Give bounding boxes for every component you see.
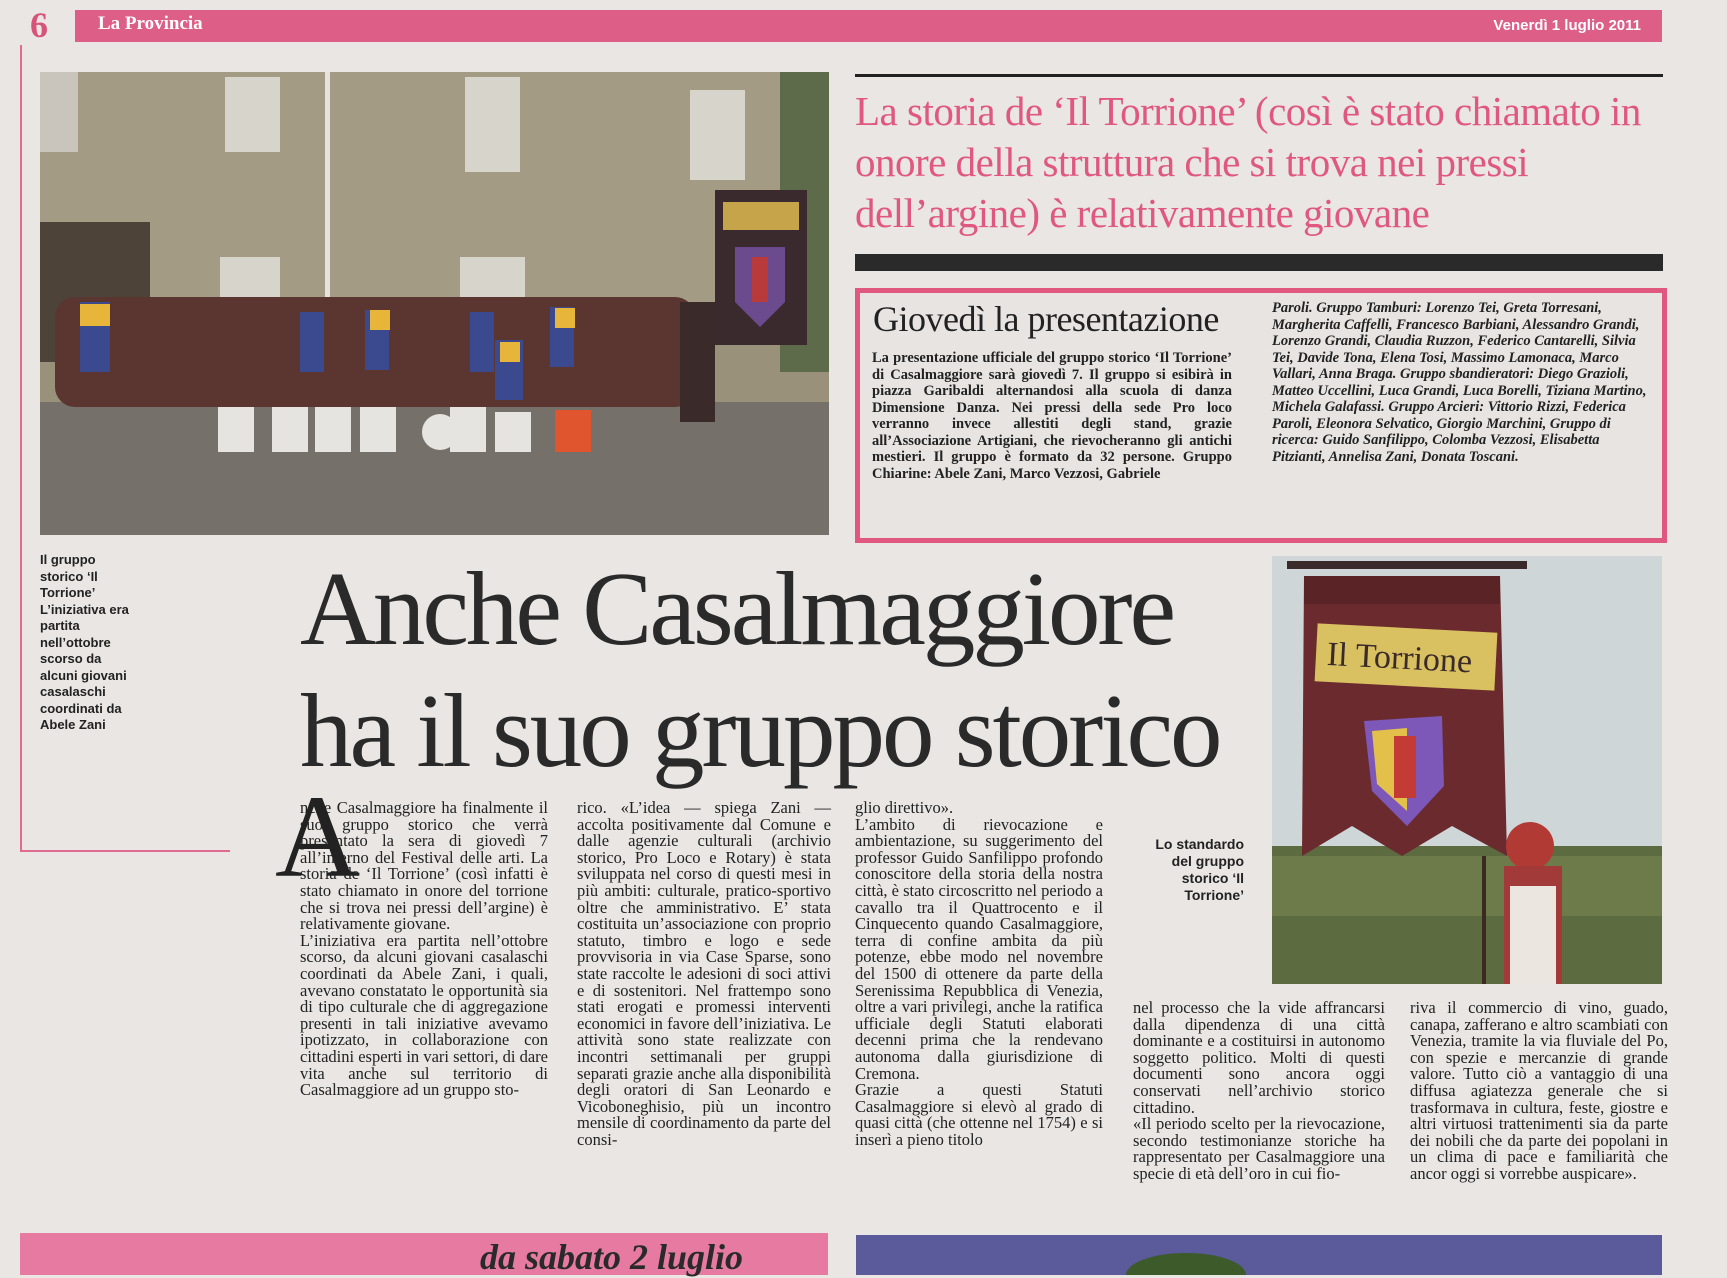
- header-bar: [75, 10, 1662, 42]
- page-number: 6: [30, 5, 48, 45]
- article-column-1: nche Casalmaggiore ha finalmente il suo gruppo storico che verrà presentato la sera di giovedì 7 all’interno del Festival delle arti. La storia de ‘Il Torrione’ (così infatti è stato chiamato in onore del torrione che si trova nei pressi dell’argine) è relativamente giovane. L’iniziativa era partita nell’ottobre scorso, da alcuni giovani casalaschi coordinati da Abele Zani, i quali, avevano constatato le opportunità sia di tipo culturale che di aggregazione presenti in tali iniziative avevamo ipotizzato, in collaborazione con cittadini esperti in vari settori, di dare vita anche sul territorio di Casalmaggiore ad un gruppo sto-: [300, 798, 548, 1100]
- headline-line2: ha il suo gruppo storico: [300, 672, 1220, 789]
- deck-subheadline: La storia de ‘Il Torrione’ (così è stato chiamato in onore della struttura che si trova nei pressi dell’argine) è relativamente giovane: [855, 88, 1641, 236]
- newspaper-name: La Provincia: [98, 13, 203, 34]
- headline-line1: Anche Casalmaggiore: [300, 550, 1174, 667]
- left-border-rule-bottom: [20, 850, 230, 852]
- deck-rule-top: [855, 74, 1663, 77]
- photo-caption-banner: Lo standardo del gruppo storico ‘Il Torrione’: [1155, 836, 1244, 903]
- article-column-5: riva il commercio di vino, guado, canapa, zafferano e altro scambiati con Venezia, tramite la via fluviale del Po, con spezie e mercanzie di grande valore. Tutto ciò a vantaggio di una diffusa agiatezza generale che si trasformava in cultura, feste, giostre e altri virtuosi trattenimenti sia da parte dei nobili che da parte dei popolani in un clima di pace e familiarità che ancor oggi si vorrebbe auspicare».: [1410, 998, 1668, 1183]
- banner-photo: [1272, 556, 1662, 984]
- footer-promo-text: da sabato 2 luglio: [480, 1237, 744, 1277]
- issue-date: Venerdì 1 luglio 2011: [1493, 17, 1641, 34]
- drop-cap: A: [275, 771, 361, 902]
- deck-rule-bottom: [855, 254, 1663, 271]
- article-column-2: rico. «L’idea — spiega Zani — accolta positivamente dal Comune e dalle agenzie culturali (archivio storico, Pro Loco e Rotary) è stata sviluppata nel corso di questi mesi in più ambiti: culturale, pratico-sportivo oltre che amministrativo. E’ stata costituita un’associazione con proprio statuto, timbro e logo e sede provvisoria in via Case Sparse, sono state raccolte le adesioni di soci attivi e di sostenitori. Nel frattempo sono stati erogati e promessi interventi economici in favore dell’iniziativa. Le attività sono state realizzate con incontri settimanali per gruppi separati grazie anche alla disponibilità degli oratori di San Leonardo e Vicoboneghisio, più un incontro mensile di coordinamento da parte del consi-: [577, 798, 831, 1149]
- footer-image-strip: [856, 1235, 1662, 1275]
- photo-caption-group: Il gruppo storico ‘Il Torrione’ L’iniziativa era partita nell’ottobre scorso da alcuni giovani casalaschi coordinati da Abele Zani: [40, 552, 129, 732]
- article-column-3: glio direttivo». L’ambito di rievocazione e ambientazione, su suggerimento del professor Guido Sanfilippo profondo conoscitore della storia della nostra città, è stato circoscritto nel periodo a cavallo tra il Quattrocento e il Cinquecento quando Casalmaggiore, terra di confine ambita da più potenze, ebbe modo nel novembre del 1500 di ottenere da parte della Serenissima Repubblica di Venezia, oltre a vari privilegi, anche la ratifica ufficiale degli Statuti elaborati decenni prima che la rendevano autonoma dalla giurisdizione di Cremona. Grazie a questi Statuti Casalmaggiore si elevò al grado di quasi città (che ottenne nel 1754) e si inserì a pieno titolo: [855, 798, 1103, 1149]
- headline: [300, 548, 1260, 792]
- sidebar-box-text-col1: La presentazione ufficiale del gruppo storico ‘Il Torrione’ di Casalmaggiore sarà giovedì 7. Il gruppo si esibirà in piazza Garibaldi alternandosi alla scuola di danza Dimensione Danza. Nei pressi della sede Pro loco verranno invece allestiti degli stand, grazie all’Associazione Artigiani, che rievocheranno gli antichi mestieri. Il gruppo è formato da 32 persone. Gruppo Chiarine: Abele Zani, Marco Vezzosi, Gabriele: [872, 350, 1232, 482]
- sidebar-box-title: Giovedì la presentazione: [873, 299, 1219, 339]
- banner-label: Il Torrione: [1326, 635, 1474, 681]
- left-border-rule: [20, 45, 22, 850]
- sidebar-box-text-col2: Paroli. Gruppo Tamburi: Lorenzo Tei, Greta Torresani, Margherita Caffelli, Francesco Barbiani, Alessandro Grandi, Lorenzo Grandi, Claudia Ruzzon, Federico Cantarelli, Silvia Tei, Davide Tona, Elena Tosi, Massimo Lamonaca, Marco Vallari, Anna Braga. Gruppo sbandieratori: Diego Grazioli, Matteo Uccellini, Luca Grandi, Luca Borelli, Tiziana Martino, Michela Galafassi. Gruppo Arcieri: Vittorio Rizzi, Federica Paroli, Eleonora Selvatico, Giorgio Marchini, Gruppo di ricerca: Guido Sanfilippo, Colomba Vezzosi, Elisabetta Pitzianti, Annelisa Zani, Donata Toscani.: [1272, 300, 1647, 465]
- group-photo: [40, 72, 829, 535]
- article-column-4: nel processo che la vide affrancarsi dalla dipendenza di una città dominante e a costituirsi in autonomo soggetto politico. Molti di questi documenti sono ancora oggi conservati nell’archivio storico cittadino. «Il periodo scelto per la rievocazione, secondo testimonianze storiche ha rappresentato per Casalmaggiore una specie di età dell’oro in cui fio-: [1133, 998, 1385, 1183]
